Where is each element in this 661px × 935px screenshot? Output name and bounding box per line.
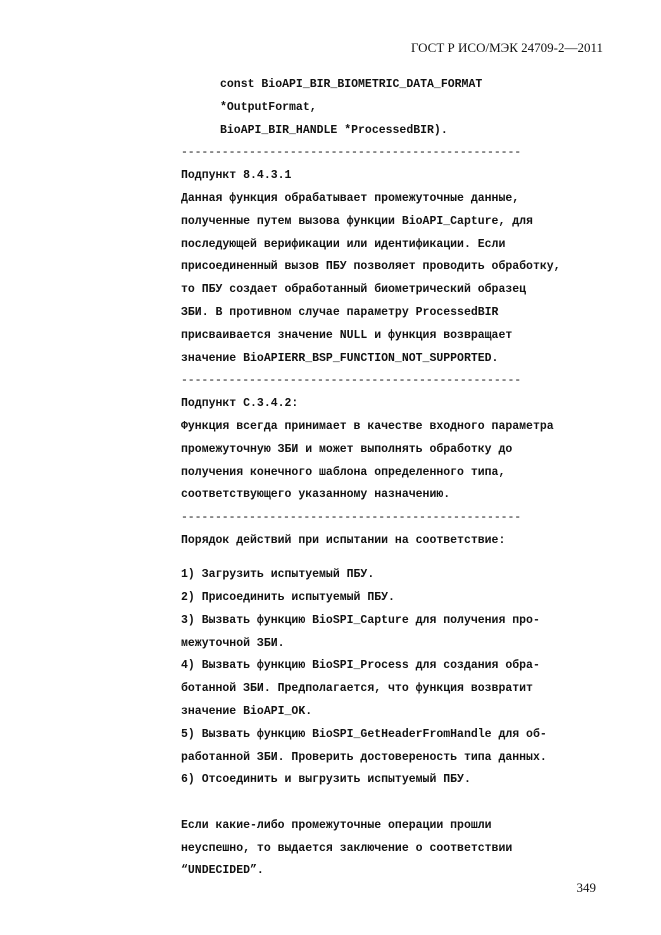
paragraph-line: получения конечного шаблона определенного типа,: [181, 465, 506, 479]
procedure-step: 1) Загрузить испытуемый ПБУ.: [181, 568, 375, 582]
paragraph-line: присоединенный вызов ПБУ позволяет проводить обработку,: [181, 260, 561, 274]
paragraph-line: ЗБИ. В противном случае параметру ProcessedBIR: [181, 305, 499, 319]
blank-space: [181, 792, 606, 815]
code-line: BioAPI_BIR_HANDLE *ProcessedBIR).: [220, 123, 448, 137]
procedure-step: 2) Присоединить испытуемый ПБУ.: [181, 590, 395, 604]
procedure-title: Порядок действий при испытании на соответствие:: [181, 533, 506, 547]
section-title: Подпункт 8.4.3.1: [181, 169, 292, 183]
procedure-step: межуточной ЗБИ.: [181, 636, 285, 650]
procedure-step: ботанной ЗБИ. Предполагается, что функция возвратит: [181, 682, 533, 696]
paragraph-line: Данная функция обрабатывает промежуточные данные,: [181, 191, 520, 205]
procedure-step: 3) Вызвать функцию BioSPI_Capture для получения про-: [181, 613, 540, 627]
procedure-step: значение BioAPI_OK.: [181, 704, 313, 718]
paragraph-line: Функция всегда принимает в качестве входного параметра: [181, 419, 554, 433]
conclusion-line: неуспешно, то выдается заключение о соответствии: [181, 841, 513, 855]
paragraph-line: присваивается значение NULL и функция возвращает: [181, 328, 513, 342]
section-title: Подпункт С.3.4.2:: [181, 397, 299, 411]
paragraph-line: последующей верификации или идентификации. Если: [181, 237, 506, 251]
separator-line: --------------------------------------------------: [181, 511, 522, 525]
procedure-step: 4) Вызвать функцию BioSPI_Process для создания обра-: [181, 659, 540, 673]
procedure-step: работанной ЗБИ. Проверить достовереность типа данных.: [181, 750, 547, 764]
code-line: *OutputFormat,: [220, 100, 317, 114]
paragraph-line: полученные путем вызова функции BioAPI_Capture, для: [181, 214, 533, 228]
procedure-step: 6) Отсоединить и выгрузить испытуемый ПБУ.: [181, 773, 471, 787]
paragraph-line: то ПБУ создает обработанный биометрический образец: [181, 283, 527, 297]
document-header: ГОСТ Р ИСО/МЭК 24709-2—2011: [410, 40, 603, 55]
separator-line: --------------------------------------------------: [181, 374, 522, 388]
blank-space: [181, 553, 606, 564]
page-number: 349: [576, 880, 596, 895]
document-body: [181, 74, 606, 883]
paragraph-line: соответствующего указанному назначению.: [181, 488, 451, 502]
paragraph-line: значение BioAPIERR_BSP_FUNCTION_NOT_SUPPORTED.: [181, 351, 499, 365]
procedure-step: 5) Вызвать функцию BioSPI_GetHeaderFromHandle для об-: [181, 727, 547, 741]
conclusion-line: Если какие-либо промежуточные операции прошли: [181, 818, 492, 832]
separator-line: --------------------------------------------------: [181, 146, 522, 160]
paragraph-line: промежуточную ЗБИ и может выполнять обработку до: [181, 442, 513, 456]
code-line: const BioAPI_BIR_BIOMETRIC_DATA_FORMAT: [220, 78, 483, 91]
conclusion-line: “UNDECIDED”.: [181, 864, 264, 878]
